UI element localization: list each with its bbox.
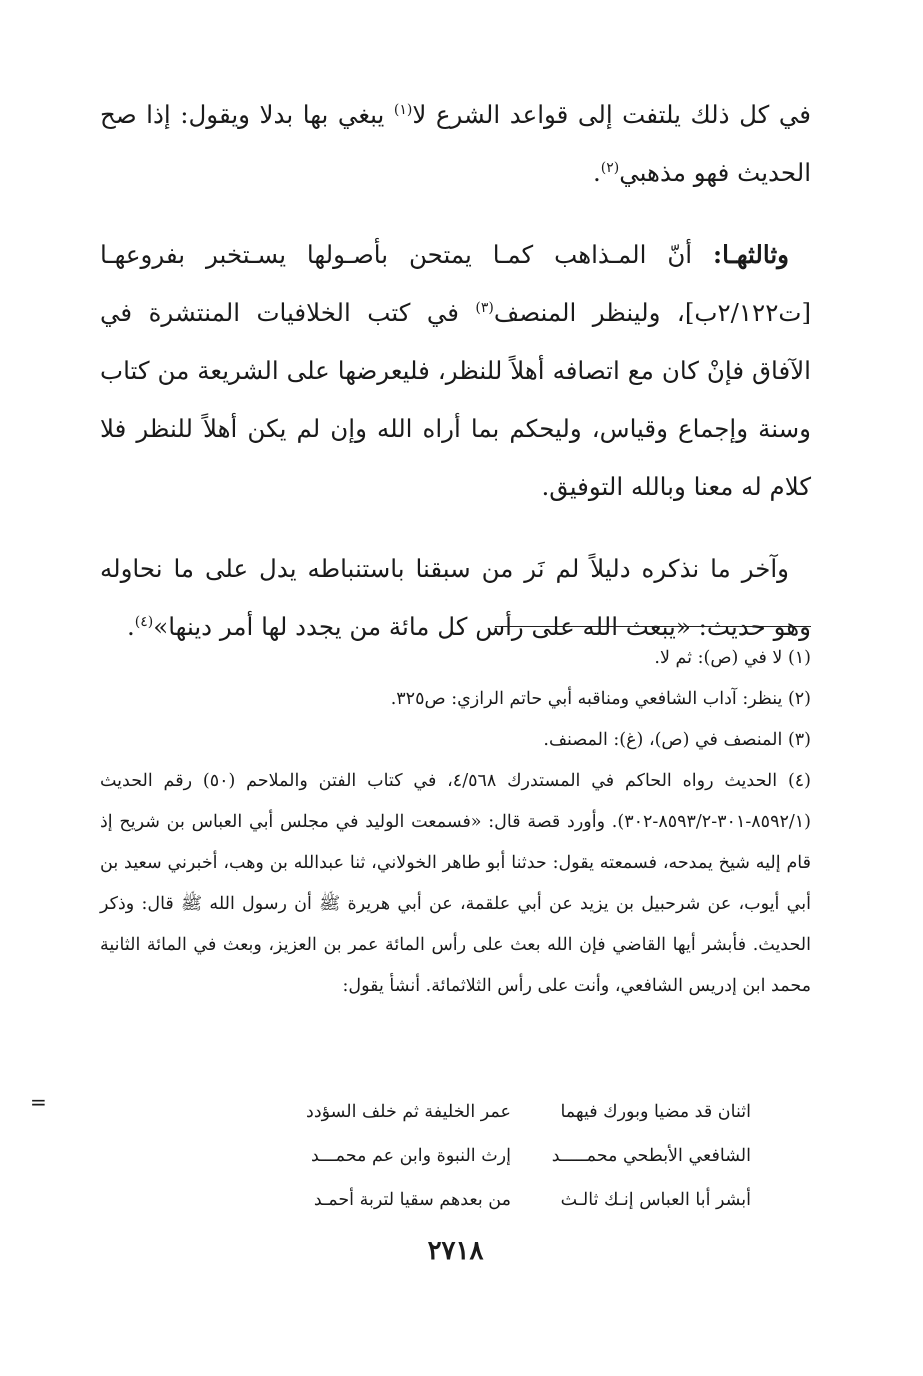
- footnote-text: لا في (ص): ثم لا.: [654, 648, 788, 668]
- footnote-2: [100, 679, 811, 720]
- footnote-ref-2: (٢): [600, 159, 620, 176]
- footnote-3: [100, 720, 811, 761]
- paragraph-text: أنّ المـذاهب كمـا يمتحن بأصـولها يسـتخبر بفروعهـا [ت٢/١٢٢ب]، ولينظر المنصف: [100, 240, 811, 327]
- paragraph-text: .: [126, 612, 135, 641]
- verse-second-hemistich: من بعدهم سقيا لتربة أحمـد: [313, 1190, 511, 1210]
- verse-second-hemistich: إرث النبوة وابن عم محمـــد: [311, 1146, 511, 1166]
- footnote-number: (٢): [787, 689, 811, 709]
- footnote-text: الحديث رواه الحاكم في المستدرك ٤/٥٦٨، في كتاب الفتن والملاحم (٥٠) رقم الحديث (٨٥٩٢/١-٣٠١-٨٥٩٣/٢-٣٠٢). وأورد قصة قال: «فسمعت الوليد في مجلس أبي العباس بن شريح إذ قام إليه شيخ يمدحه، فسمعته يقول: حدثنا أبو طاهر الخولاني، ثنا عبدالله بن وهب، أخبرني سعيد بن أبي أيوب، عن شرحبيل بن يزيد عن أبي علقمة، عن أبي هريرة ﷺ أن رسول الله ﷺ قال: وذكر الحديث. فأبشر أيها القاضي فإن الله بعث على رأس المائة عمر بن العزيز، وبعث في المائة الثانية محمد ابن إدريس الشافعي، وأنت على رأس الثلاثمائة. أنشأ يقول:: [100, 771, 811, 996]
- footnote-ref-4: (٤): [134, 613, 154, 630]
- footnote-number: (٤): [787, 771, 811, 791]
- paragraph-text: في كتب الخلافيات المنتشرة في الآفاق فإنْ كان مع اتصافه أهلاً للنظر، فليعرضها على الشريعة من كتاب وسنة وإجماع وقياس، وليحكم بما أراه الله وإن لم يكن أهلاً للنظر فلا كلام له معنا وبالله التوفيق.: [100, 298, 811, 501]
- paragraph-1: [100, 86, 811, 202]
- poem-verse: [100, 1178, 811, 1222]
- continuation-mark: =: [30, 1090, 47, 1114]
- poem: [100, 1090, 811, 1222]
- footnote-number: (١): [787, 648, 811, 668]
- poem-verse: [100, 1090, 811, 1134]
- book-page: [100, 86, 811, 1336]
- paragraph-text: .: [592, 158, 601, 187]
- footnote-text: ينظر: آداب الشافعي ومناقبه أبي حاتم الرازي: ص٣٢٥.: [390, 689, 788, 709]
- footnote-text: المنصف في (ص)، (غ): المصنف.: [543, 730, 788, 750]
- section-lead: وثالثهـا:: [713, 240, 789, 269]
- footnotes: [100, 638, 811, 1007]
- paragraph-2: [100, 226, 811, 516]
- verse-first-hemistich: أبشر أبا العباس إنـك ثالـث: [560, 1190, 751, 1210]
- footnote-ref-3: (٣): [475, 299, 494, 316]
- paragraph-text: في كل ذلك يلتفت إلى قواعد الشرع لا: [412, 100, 811, 129]
- verse-second-hemistich: عمر الخليفة ثم خلف السؤدد: [306, 1102, 511, 1122]
- paragraph-text: يبغي بها بدلا ويقول: إذا صح الحديث فهو مذهبي: [100, 100, 811, 187]
- verse-first-hemistich: اثنان قد مضيا وبورك فيهما: [560, 1102, 751, 1122]
- verse-first-hemistich: الشافعي الأبطحي محمـــــد: [551, 1146, 751, 1166]
- footnote-ref-1: (١): [393, 101, 413, 118]
- footnote-4: [100, 761, 811, 1007]
- poem-verse: [100, 1134, 811, 1178]
- page-number: ٢٧١٨: [427, 1236, 484, 1266]
- footnote-number: (٣): [787, 730, 811, 750]
- footnote-1: [100, 638, 811, 679]
- paragraph-text: وآخر ما نذكره دليلاً لم نَر من سبقنا باستنباطه يدل على ما نحاوله وهو حديث: «يبعث الله على رأس كل مائة من يجدد لها أمر دينها»: [100, 554, 811, 641]
- footnote-separator: [495, 626, 811, 627]
